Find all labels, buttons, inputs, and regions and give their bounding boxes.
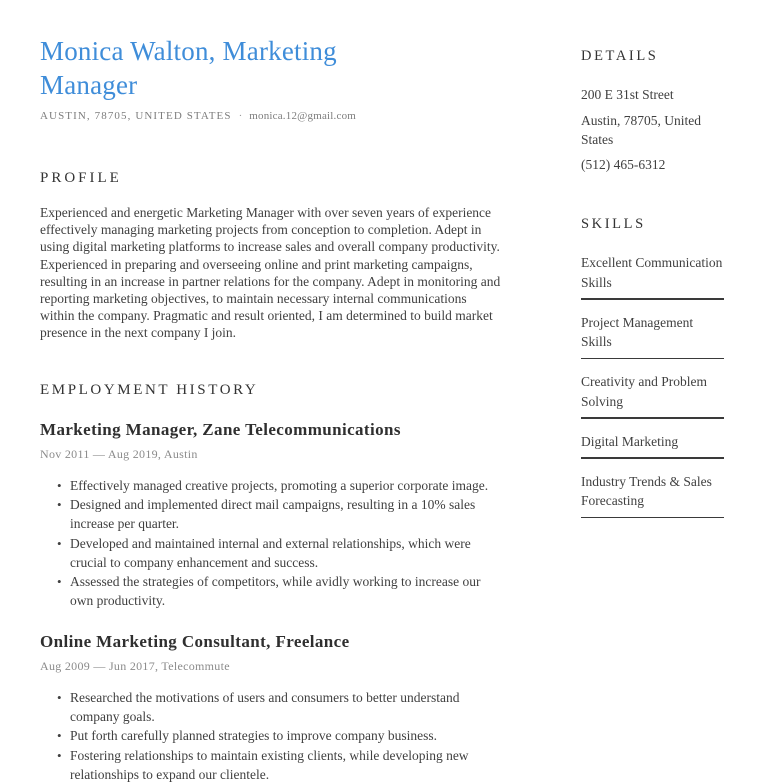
- job-entry: [40, 632, 502, 784]
- skill-item: [581, 432, 724, 459]
- skill-underline: [581, 417, 724, 419]
- skill-item: [581, 372, 724, 419]
- skills-heading: SKILLS: [581, 216, 646, 232]
- job-dates: Nov 2011 — Aug 2019, Austin: [40, 446, 198, 461]
- skill-item: [581, 313, 724, 360]
- details-heading: DETAILS: [581, 48, 659, 64]
- skill-label: Industry Trends & Sales Forecasting: [581, 473, 712, 508]
- employment-history-heading: EMPLOYMENT HISTORY: [40, 381, 259, 398]
- skill-underline: [581, 517, 724, 519]
- jobs-list: [40, 420, 502, 784]
- job-entry: [40, 420, 502, 611]
- job-bullets: [40, 476, 502, 611]
- job-bullet: • Researched the motivations of users and consumers to better understand company goals.: [70, 688, 502, 727]
- skill-label: Digital Marketing: [581, 433, 679, 449]
- sidebar-column: [581, 48, 724, 531]
- job-bullet: • Designed and implemented direct mail campaigns, resulting in a 10% sales increase per quarter.: [70, 495, 502, 534]
- contact-separator: ·: [238, 110, 243, 122]
- job-bullet: • Fostering relationships to maintain existing clients, while developing new relationships to expand our clientele.: [70, 746, 502, 784]
- job-dates: Aug 2009 — Jun 2017, Telecommute: [40, 658, 230, 673]
- skill-underline: [581, 457, 724, 459]
- profile-text: Experienced and energetic Marketing Manager with over seven years of experience effectively managing marketing projects from conception to completion. Adept in using digital marketing platforms to increase sales and overall company productivity. Experienced in preparing and overseeing online and print marketing campaigns, resulting in an increase in partner relations for the company. Adept in monitoring and reporting marketing objectives, to maintain necessary internal communications within the company. Pragmatic and result oriented, I am determined to build market presence in the next company I join.: [40, 205, 501, 341]
- job-bullet: • Developed and maintained internal and external relationships, which were crucial to company enhancement and success.: [70, 534, 502, 573]
- job-title: Marketing Manager, Zane Telecommunications: [40, 419, 401, 439]
- skill-item: [581, 472, 724, 519]
- contact-line: [40, 110, 502, 122]
- skill-label: Creativity and Problem Solving: [581, 374, 707, 409]
- resume-name-title: Monica Walton, Marketing Manager: [40, 36, 337, 100]
- job-bullet: • Effectively managed creative projects, promoting a superior corporate image.: [70, 476, 502, 495]
- contact-email[interactable]: monica.12@gmail.com: [249, 110, 357, 122]
- profile-heading: PROFILE: [40, 170, 122, 186]
- job-bullet: • Put forth carefully planned strategies to improve company business.: [70, 726, 502, 745]
- job-bullet: • Assessed the strategies of competitors, while avidly working to increase our own productivity.: [70, 572, 502, 611]
- phone-number: (512) 465-6312: [581, 157, 666, 172]
- skill-underline: [581, 298, 724, 300]
- job-bullets: [40, 688, 502, 784]
- skill-label: Project Management Skills: [581, 314, 694, 349]
- address-city: Austin, 78705, United States: [581, 113, 701, 147]
- skills-list: [581, 253, 724, 518]
- address-street: 200 E 31st Street: [581, 87, 674, 102]
- contact-location: AUSTIN, 78705, UNITED STATES: [40, 110, 232, 122]
- main-column: [40, 34, 502, 784]
- skill-underline: [581, 358, 724, 360]
- skill-label: Excellent Communication Skills: [581, 255, 723, 290]
- skill-item: [581, 253, 724, 300]
- job-title: Online Marketing Consultant, Freelance: [40, 631, 350, 651]
